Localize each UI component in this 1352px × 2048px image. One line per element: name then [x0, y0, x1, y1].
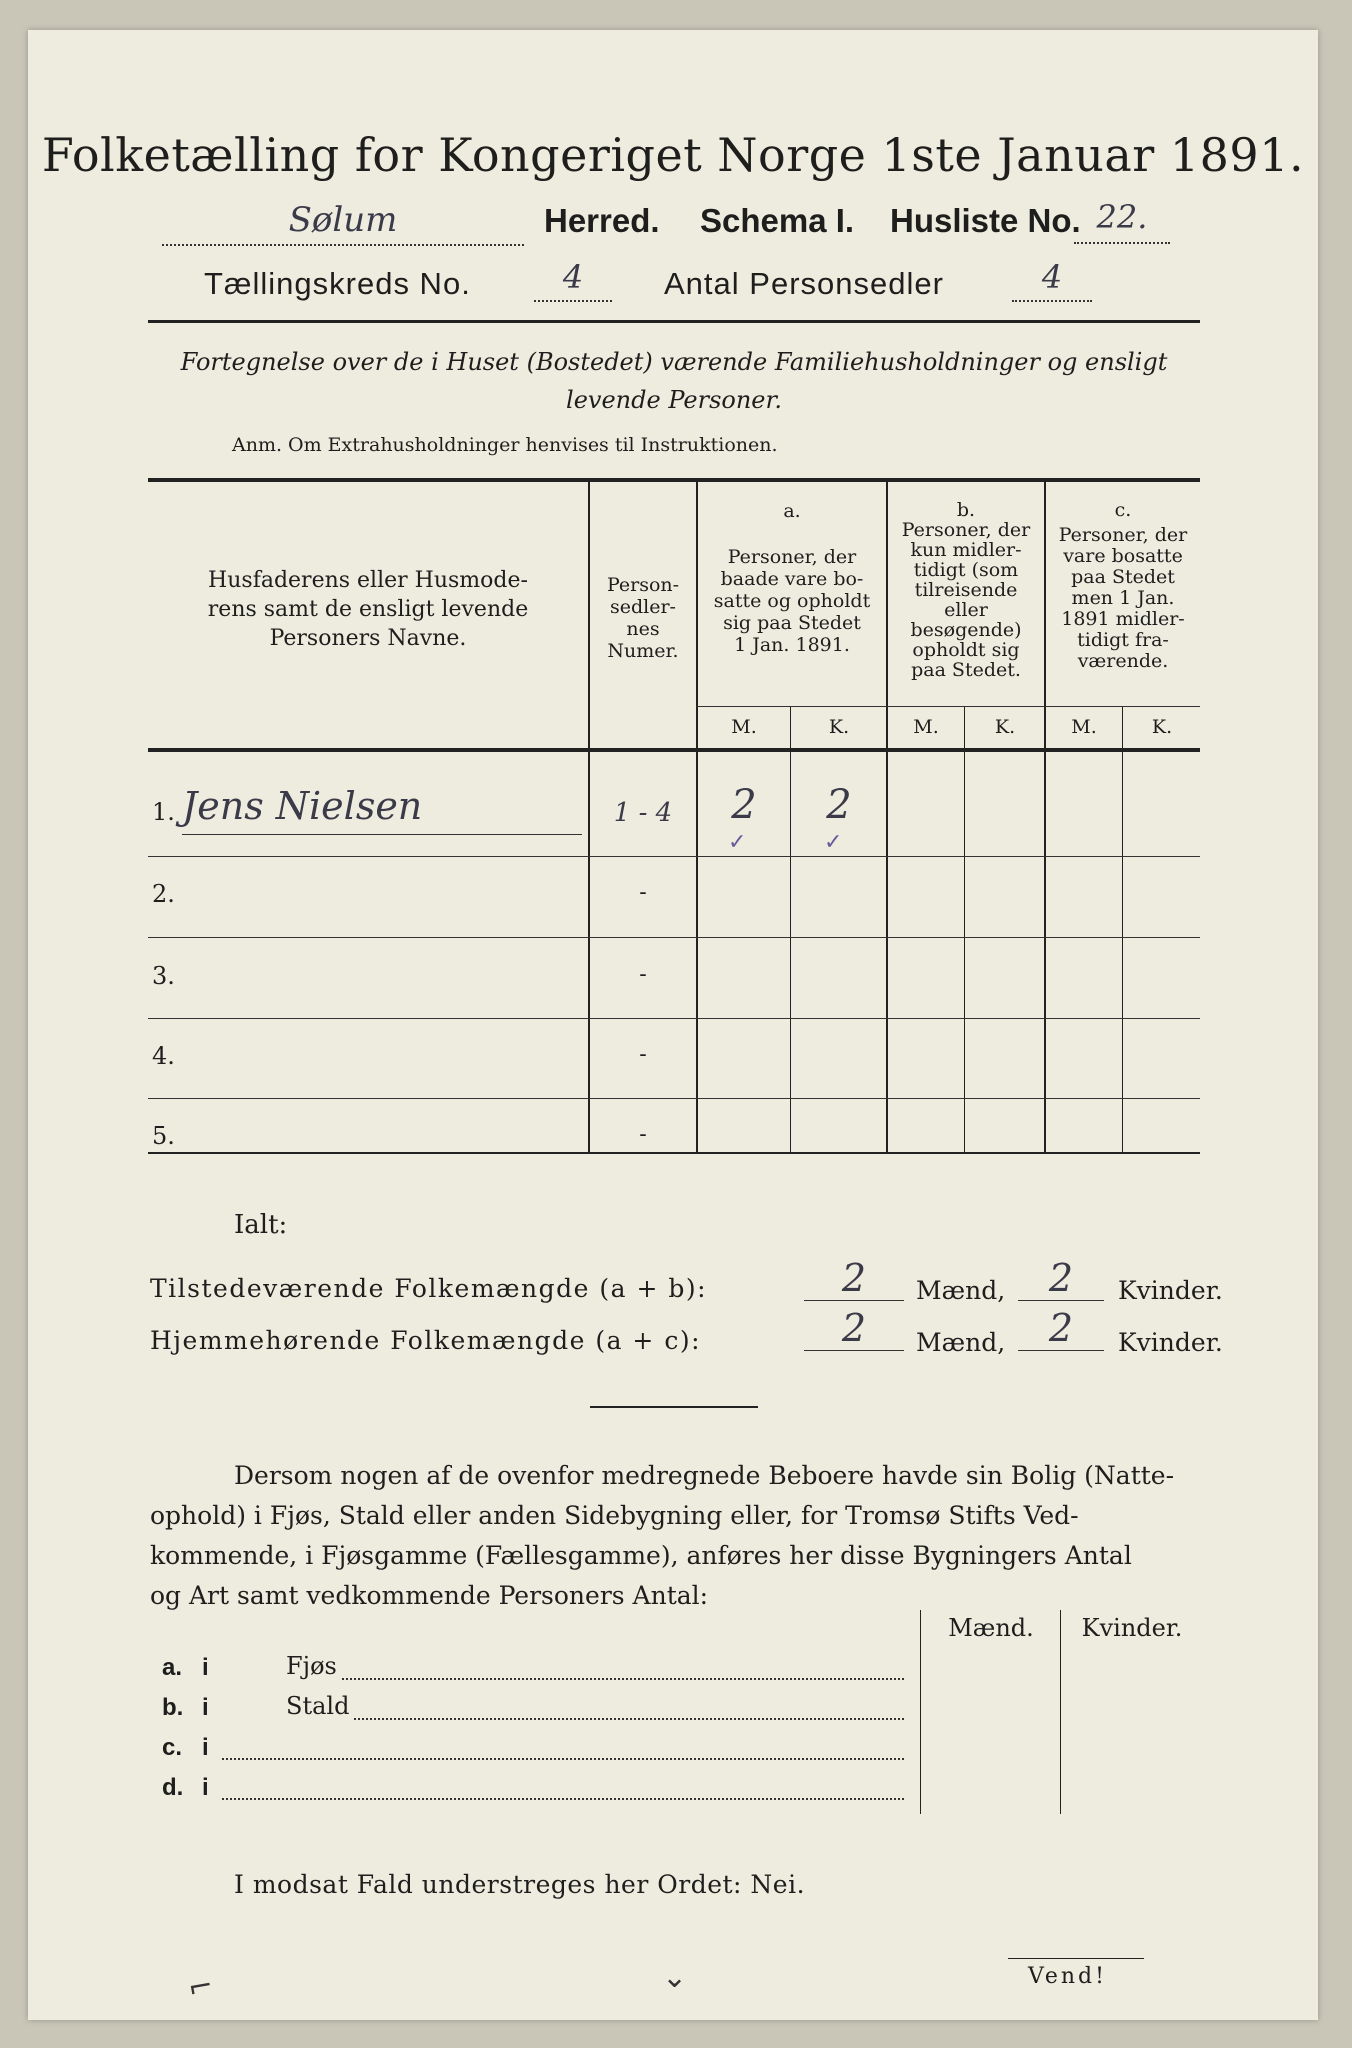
outbuilding-col-men: Mænd.	[948, 1614, 1034, 1642]
pencil-mark-icon: ⌄	[662, 1960, 688, 1995]
col-name-header-line: rens samt de ensligt levende	[207, 597, 529, 622]
check-mark-icon: ✓	[728, 830, 747, 855]
total-line-1-men: 2	[804, 1256, 904, 1301]
col-c-header-line: men 1 Jan.	[1071, 587, 1175, 609]
item-letter: d.	[162, 1774, 184, 1801]
col-b-m: M.	[913, 716, 939, 738]
row-number: 5.	[152, 1122, 175, 1150]
col-num-header-line: Person-	[606, 574, 680, 596]
row-a-k: 2	[826, 782, 852, 828]
row-a-m: 2	[731, 782, 757, 828]
modsat-note: I modsat Fald understreges her Ordet: Nei.	[234, 1870, 806, 1899]
header-rule	[148, 320, 1200, 323]
col-c-k: K.	[1151, 716, 1173, 738]
col-a-m: M.	[731, 716, 757, 738]
outbuilding-paragraph	[150, 1456, 1204, 1616]
item-dotted-line	[222, 1798, 904, 1800]
kreds-label: Tællingskreds No.	[204, 266, 471, 301]
kreds-value: 4	[534, 258, 612, 302]
col-a-header-line: Personer, der	[727, 546, 857, 568]
total-line-2-women: 2	[1018, 1306, 1104, 1351]
col-c-header-line: Personer, der	[1058, 524, 1188, 546]
form-title: Folketælling for Kongeriget Norge 1ste Januar 1891.	[41, 128, 1305, 182]
paragraph-line: og Art samt vedkommende Personers Antal:	[150, 1581, 709, 1610]
col-name-header-line: Husfaderens eller Husmode-	[208, 568, 528, 593]
husliste-value: 22.	[1074, 198, 1170, 244]
item-i: i	[202, 1734, 209, 1761]
item-i: i	[202, 1694, 209, 1721]
herred-label: Herred.	[544, 202, 660, 239]
col-name-header-line: Personers Navne.	[269, 626, 467, 651]
anm-note: Anm. Om Extrahusholdninger henvises til Instruktionen.	[232, 434, 778, 456]
row-person-num: -	[639, 1122, 647, 1147]
total-line-1-maend: Mænd,	[916, 1276, 1006, 1305]
col-b-header-line: opholdt sig	[912, 639, 1020, 661]
col-a-header	[698, 500, 886, 656]
paragraph-line: Dersom nogen af de ovenfor medregnede Beboere havde sin Bolig (Natte-	[234, 1461, 1175, 1490]
col-c-letter: c.	[1114, 499, 1132, 521]
total-line-1-label: Tilstedeværende Folkemængde (a + b):	[150, 1274, 708, 1303]
paragraph-line: kommende, i Fjøsgamme (Fællesgamme), anføres her disse Bygningers Antal	[150, 1541, 1132, 1570]
row-line	[148, 1098, 1200, 1099]
col-num-header-line: nes	[626, 618, 660, 640]
item-label: Fjøs	[286, 1652, 337, 1680]
separator-rule	[590, 1406, 758, 1408]
col-b-header-line: eller	[944, 599, 988, 621]
total-line-1-kvinder: Kvinder.	[1118, 1276, 1223, 1305]
table-bottom-rule	[148, 1152, 1200, 1154]
outbuilding-col-divider	[920, 1610, 921, 1814]
col-b-k: K.	[994, 716, 1016, 738]
total-line-2-label: Hjemmehørende Folkemængde (a + c):	[150, 1326, 701, 1355]
vend-rule	[1008, 1958, 1144, 1959]
row-person-num: -	[639, 1042, 647, 1067]
col-b-header	[888, 500, 1044, 680]
item-i: i	[202, 1654, 209, 1681]
row-number: 3.	[152, 962, 175, 990]
item-letter: a.	[162, 1654, 183, 1681]
outbuilding-col-divider	[1060, 1610, 1061, 1814]
item-dotted-line	[342, 1678, 904, 1680]
col-a-header-line: baade vare bo-	[720, 568, 864, 590]
total-line-2-men: 2	[804, 1306, 904, 1351]
col-c-header-line: tidigt fra-	[1077, 629, 1169, 651]
col-a-header-line: satte og opholdt	[713, 590, 871, 612]
col-c-header-line: værende.	[1077, 650, 1169, 672]
check-mark-icon: ✓	[824, 830, 843, 855]
row-person-num: -	[639, 962, 647, 987]
col-c-header-line: vare bosatte	[1063, 545, 1183, 567]
herred-value: Sølum	[162, 200, 524, 246]
col-b-header-line: besøgende)	[910, 619, 1022, 641]
intro-line-2: levende Personer.	[566, 386, 782, 414]
col-divider-c-mk	[1122, 706, 1123, 1152]
col-c-header-line: paa Stedet	[1071, 566, 1175, 588]
intro-line-1: Fortegnelse over de i Huset (Bostedet) værende Familiehusholdninger og ensligt	[180, 348, 1168, 376]
total-line-2-kvinder: Kvinder.	[1118, 1328, 1223, 1357]
col-a-k: K.	[828, 716, 850, 738]
col-c-header-line: 1891 midler-	[1061, 608, 1185, 630]
pencil-mark-icon: ⌐	[185, 1968, 216, 2007]
paragraph-line: ophold) i Fjøs, Stald eller anden Sidebygning eller, for Tromsø Stifts Ved-	[150, 1501, 1079, 1530]
col-num-header-line: sedler-	[610, 596, 676, 618]
col-c-header	[1046, 500, 1200, 672]
col-b-header-line: Personer, der	[901, 519, 1031, 541]
row-person-num: -	[639, 880, 647, 905]
row-person-num: 1 - 4	[613, 798, 673, 828]
col-b-header-line: tidigt (som	[913, 559, 1019, 581]
item-dotted-line	[222, 1758, 904, 1760]
row-line	[148, 937, 1200, 938]
col-divider-a-mk	[790, 706, 791, 1152]
mk-header-line	[696, 706, 1200, 707]
row-number: 4.	[152, 1042, 175, 1070]
vend-label: Vend!	[1028, 1964, 1107, 1989]
col-num-header	[590, 574, 696, 662]
item-i: i	[202, 1774, 209, 1801]
row-name: Jens Nielsen	[182, 784, 582, 835]
col-num-header-line: Numer.	[607, 640, 679, 662]
item-letter: c.	[162, 1734, 183, 1761]
row-line	[148, 1018, 1200, 1019]
total-line-2-maend: Mænd,	[916, 1328, 1006, 1357]
item-label: Stald	[286, 1692, 350, 1720]
total-line-1-women: 2	[1018, 1256, 1104, 1301]
col-divider-b-mk	[964, 706, 965, 1152]
col-b-header-line: kun midler-	[910, 539, 1022, 561]
row-line	[148, 856, 1200, 857]
husliste-label: Husliste No.	[890, 202, 1081, 239]
col-b-header-line: paa Stedet.	[911, 659, 1021, 681]
col-c-m: M.	[1071, 716, 1097, 738]
row-number: 1.	[152, 798, 175, 826]
item-dotted-line	[354, 1718, 904, 1720]
schema-label: Schema I.	[700, 202, 855, 239]
ialt-label: Ialt:	[234, 1210, 288, 1240]
col-b-header-line: tilreisende	[914, 579, 1018, 601]
row-number: 2.	[152, 880, 175, 908]
antal-value: 4	[1012, 258, 1092, 302]
table-header-rule	[148, 748, 1200, 752]
outbuilding-col-women: Kvinder.	[1081, 1614, 1183, 1642]
census-form-page	[28, 30, 1318, 2020]
col-a-header-line: sig paa Stedet	[723, 612, 861, 634]
col-a-header-line: 1 Jan. 1891.	[734, 634, 850, 656]
item-letter: b.	[162, 1694, 184, 1721]
antal-label: Antal Personsedler	[664, 266, 944, 301]
table-top-rule	[148, 478, 1200, 482]
col-a-letter: a.	[783, 500, 801, 522]
col-b-letter: b.	[956, 499, 976, 521]
col-name-header	[158, 566, 578, 653]
